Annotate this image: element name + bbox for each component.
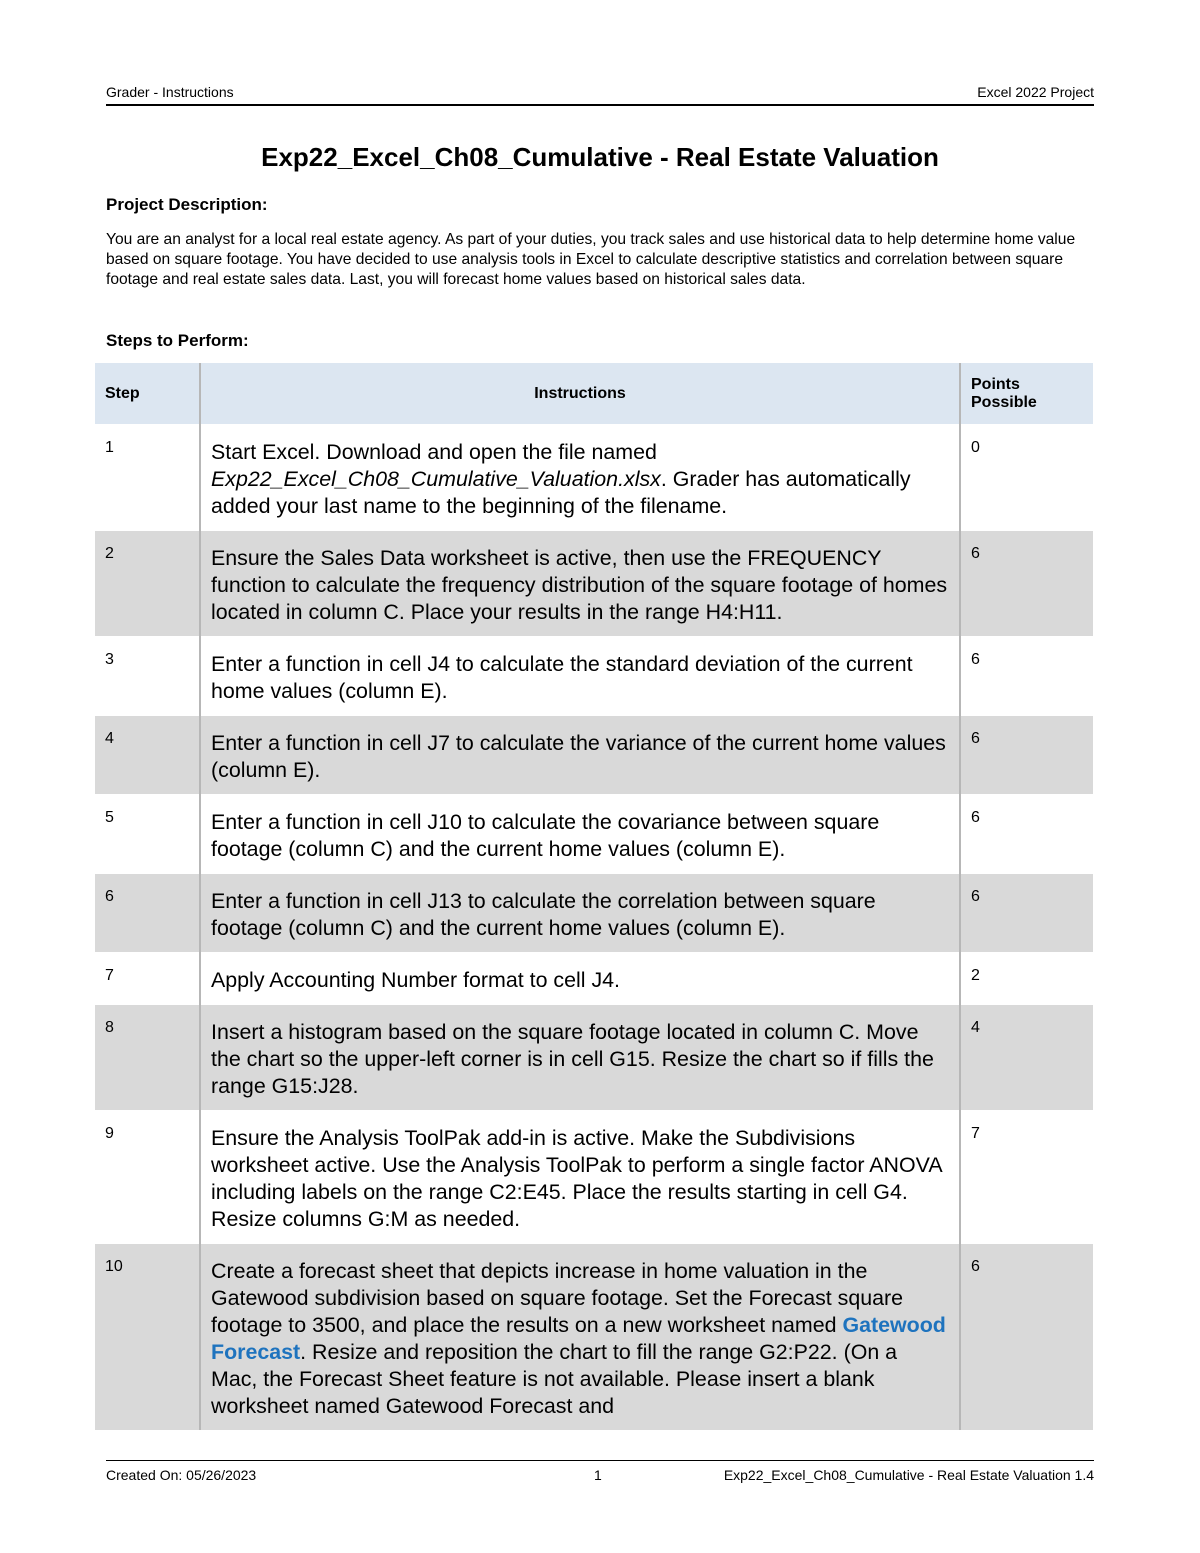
col-points-header: Points Possible [960, 363, 1093, 425]
footer-document-name: Exp22_Excel_Ch08_Cumulative - Real Estate Valuation 1.4 [723, 1467, 1094, 1483]
step-points: 6 [960, 874, 1093, 953]
col-step-header: Step [95, 363, 200, 425]
steps-table [95, 363, 1093, 1430]
table-row [95, 1005, 1093, 1111]
step-number: 8 [95, 1005, 200, 1111]
step-instructions: Apply Accounting Number format to cell J4. [200, 953, 960, 1005]
table-row [95, 1244, 1093, 1431]
col-instructions-header: Instructions [200, 363, 960, 425]
step-instructions [200, 1244, 960, 1431]
step-points: 0 [960, 425, 1093, 531]
header-left: Grader - Instructions [106, 84, 234, 100]
page-header [106, 84, 1094, 106]
step-number: 2 [95, 531, 200, 637]
step-number: 4 [95, 716, 200, 795]
table-row [95, 425, 1093, 531]
step-instructions [200, 425, 960, 531]
step-number: 10 [95, 1244, 200, 1431]
step-number: 9 [95, 1111, 200, 1244]
table-header-row [95, 363, 1093, 425]
table-row [95, 716, 1093, 795]
step-points: 6 [960, 1244, 1093, 1431]
project-description: You are an analyst for a local real estate agency. As part of your duties, you track sales and use historical data to help determine home value based on square footage. You have decided to use analysis tools in Excel to calculate descriptive statistics and correlation between square footage and real estate sales data. Last, you will forecast home values based on historical sales data. [106, 231, 1076, 288]
step-number: 3 [95, 637, 200, 716]
table-row [95, 874, 1093, 953]
steps-label: Steps to Perform: [106, 331, 249, 350]
table-row [95, 795, 1093, 874]
step-points: 6 [960, 637, 1093, 716]
step-points: 6 [960, 795, 1093, 874]
footer-created-on: Created On: 05/26/2023 [106, 1467, 257, 1483]
instructions-text: . Grader has automatically added your last name to the beginning of the filename. [211, 467, 911, 518]
table-row [95, 953, 1093, 1005]
step-number: 1 [95, 425, 200, 531]
table-row [95, 637, 1093, 716]
instructions-text: Create a forecast sheet that depicts increase in home valuation in the Gatewood subdivision based on square footage. Set the Forecast square footage to 3500, and place the results on a new worksheet named [211, 1259, 904, 1337]
page-footer [106, 1460, 1094, 1483]
step-instructions: Ensure the Analysis ToolPak add-in is active. Make the Subdivisions worksheet active. Use the Analysis ToolPak to perform a single factor ANOVA including labels on the range C2:E45. Place the results starting in cell G4. Resize columns G:M as needed. [200, 1111, 960, 1244]
step-points: 6 [960, 531, 1093, 637]
step-instructions: Enter a function in cell J13 to calculate the correlation between square footage (column C) and the current home values (column E). [200, 874, 960, 953]
worksheet-name-highlight: Gatewood Forecast [211, 1313, 946, 1364]
step-instructions: Insert a histogram based on the square footage located in column C. Move the chart so the upper-left corner is in cell G15. Resize the chart so if fills the range G15:J28. [200, 1005, 960, 1111]
footer-page-number: 1 [594, 1467, 602, 1483]
step-points: 2 [960, 953, 1093, 1005]
step-number: 5 [95, 795, 200, 874]
instructions-text: . Resize and reposition the chart to fill the range G2:P22. (On a Mac, the Forecast Sheet feature is not available. Please insert a blank worksheet named Gatewood Forecast and [211, 1340, 898, 1418]
step-number: 6 [95, 874, 200, 953]
step-points: 4 [960, 1005, 1093, 1111]
step-instructions: Enter a function in cell J4 to calculate the standard deviation of the current home values (column E). [200, 637, 960, 716]
project-description-label: Project Description: [106, 195, 268, 214]
filename-text: Exp22_Excel_Ch08_Cumulative_Valuation.xlsx [211, 467, 661, 491]
header-right: Excel 2022 Project [977, 84, 1094, 100]
table-row [95, 531, 1093, 637]
document-title: Exp22_Excel_Ch08_Cumulative - Real Estate Valuation [261, 142, 939, 172]
step-instructions: Enter a function in cell J10 to calculate the covariance between square footage (column C) and the current home values (column E). [200, 795, 960, 874]
step-points: 6 [960, 716, 1093, 795]
step-points: 7 [960, 1111, 1093, 1244]
instructions-text: Start Excel. Download and open the file named [211, 440, 657, 464]
table-row [95, 1111, 1093, 1244]
step-instructions: Ensure the Sales Data worksheet is active, then use the FREQUENCY function to calculate the frequency distribution of the square footage of homes located in column C. Place your results in the range H4:H11. [200, 531, 960, 637]
step-number: 7 [95, 953, 200, 1005]
step-instructions: Enter a function in cell J7 to calculate the variance of the current home values (column E). [200, 716, 960, 795]
